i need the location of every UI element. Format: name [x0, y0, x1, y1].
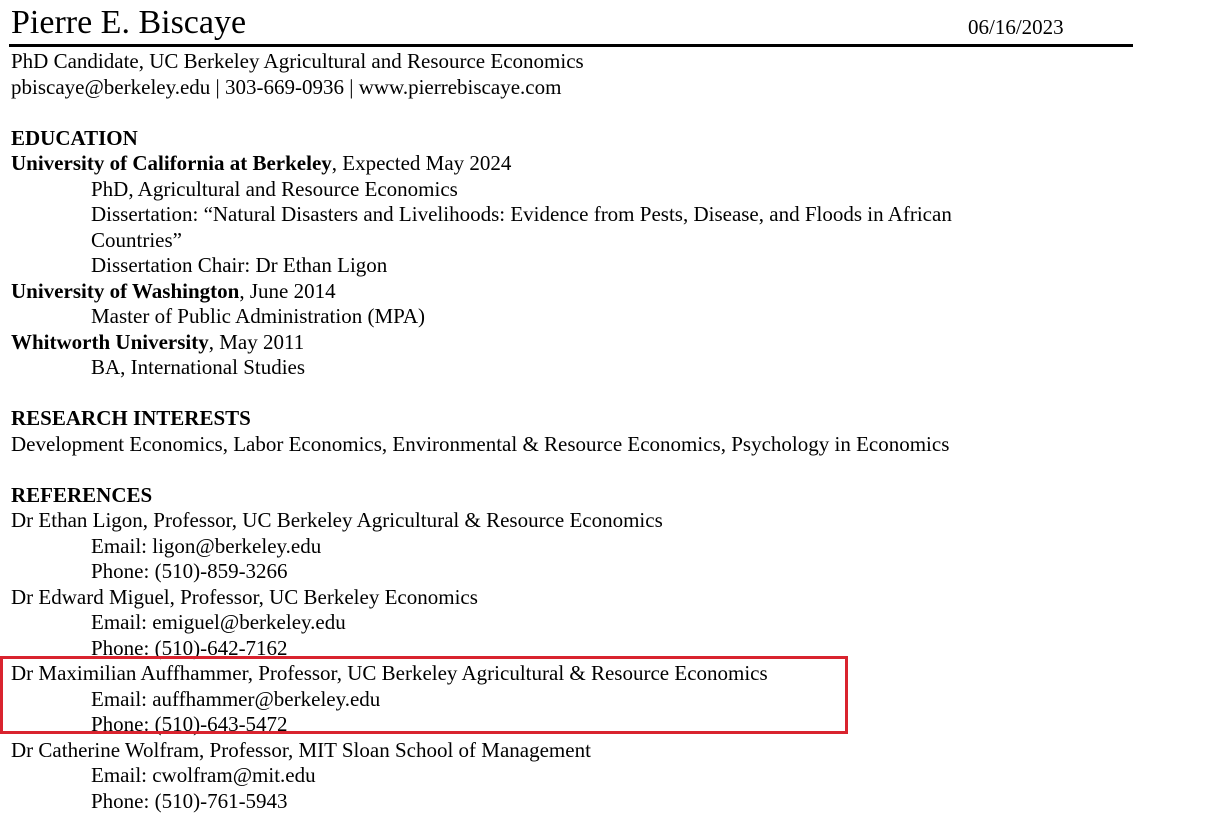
reference-phone: Phone: (510)-859-3266: [11, 559, 1191, 585]
reference-name: Dr Edward Miguel, Professor, UC Berkeley Economics: [11, 585, 1191, 611]
school-name: University of Washington: [11, 279, 239, 303]
school-detail: , May 2011: [209, 330, 304, 354]
education-line: Countries”: [11, 228, 1191, 254]
highlight-box: [0, 656, 848, 734]
references-heading: REFERENCES: [11, 483, 1191, 509]
research-text: Development Economics, Labor Economics, Environmental & Resource Economics, Psychology in Economics: [11, 432, 1191, 458]
reference-email: Email: auffhammer@berkeley.edu: [11, 687, 1191, 713]
education-line: Master of Public Administration (MPA): [11, 304, 1191, 330]
school-name: Whitworth University: [11, 330, 209, 354]
reference-phone: Phone: (510)-642-7162: [11, 636, 1191, 662]
education-entry-whitworth: [11, 330, 1191, 356]
reference-email: Email: emiguel@berkeley.edu: [11, 610, 1191, 636]
contact-line: pbiscaye@berkeley.edu | 303-669-0936 | www.pierrebiscaye.com: [11, 75, 1191, 101]
education-entry-washington: [11, 279, 1191, 305]
reference-name: Dr Catherine Wolfram, Professor, MIT Sloan School of Management: [11, 738, 1191, 764]
header-rule: [9, 44, 1133, 47]
education-heading: EDUCATION: [11, 126, 1191, 152]
research-heading: RESEARCH INTERESTS: [11, 406, 1191, 432]
education-line: PhD, Agricultural and Resource Economics: [11, 177, 1191, 203]
reference-phone: Phone: (510)-761-5943: [11, 789, 1191, 814]
spacer: [11, 457, 1191, 483]
reference-email: Email: cwolfram@mit.edu: [11, 763, 1191, 789]
school-detail: , Expected May 2024: [332, 151, 512, 175]
reference-email: Email: ligon@berkeley.edu: [11, 534, 1191, 560]
position-line: PhD Candidate, UC Berkeley Agricultural and Resource Economics: [11, 49, 1191, 75]
reference-name: Dr Ethan Ligon, Professor, UC Berkeley Agricultural & Resource Economics: [11, 508, 1191, 534]
education-line: BA, International Studies: [11, 355, 1191, 381]
reference-phone: Phone: (510)-643-5472: [11, 712, 1191, 738]
education-line: Dissertation Chair: Dr Ethan Ligon: [11, 253, 1191, 279]
cv-date: 06/16/2023: [968, 14, 1064, 40]
cv-name: Pierre E. Biscaye: [11, 2, 246, 44]
school-detail: , June 2014: [239, 279, 335, 303]
spacer: [11, 100, 1191, 126]
education-line: Dissertation: “Natural Disasters and Livelihoods: Evidence from Pests, Disease, and Floods in African: [11, 202, 1191, 228]
education-entry-berkeley: [11, 151, 1191, 177]
reference-name: Dr Maximilian Auffhammer, Professor, UC Berkeley Agricultural & Resource Economics: [11, 661, 1191, 687]
spacer: [11, 381, 1191, 407]
school-name: University of California at Berkeley: [11, 151, 332, 175]
